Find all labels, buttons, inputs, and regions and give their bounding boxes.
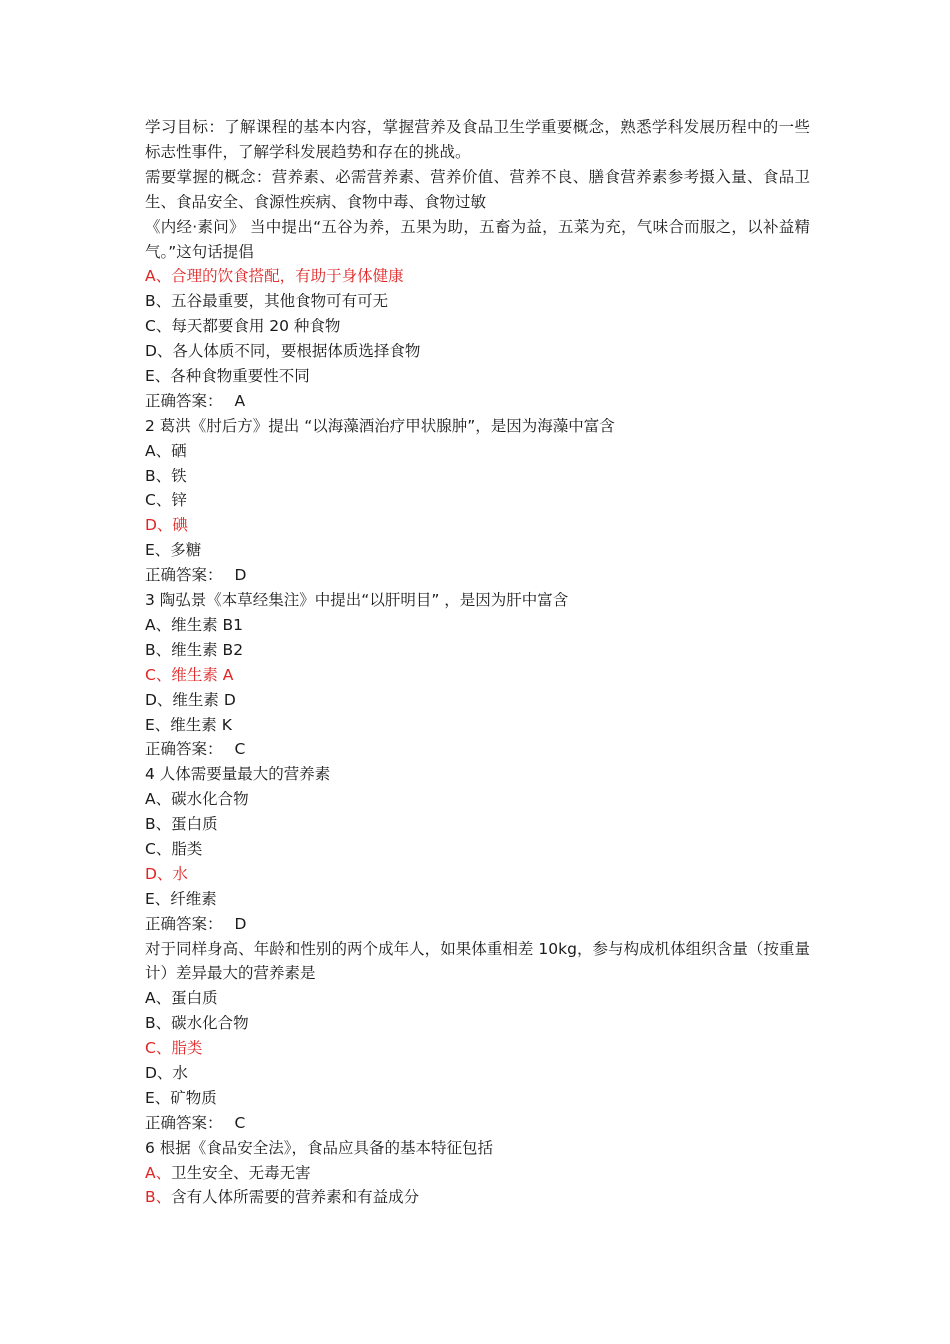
answer-value: D [234, 914, 247, 933]
answer-value: A [234, 391, 246, 410]
question-block [145, 215, 810, 414]
option-b: B、五谷最重要，其他食物可有可无 [145, 292, 389, 311]
option-b: B、铁 [145, 466, 187, 485]
question-block [145, 414, 810, 588]
option-a: A、合理的饮食搭配，有助于身体健康 [145, 267, 404, 286]
option-d: D、各人体质不同，要根据体质选择食物 [145, 342, 421, 361]
correct-answer [145, 389, 810, 414]
answer-value: C [234, 740, 246, 759]
option-c: C、锌 [145, 491, 187, 510]
option-text: 含有人体所需要的营养素和有益成分 [171, 1188, 420, 1207]
option-d: D、水 [145, 1064, 188, 1083]
option-c: C、脂类 [145, 1039, 203, 1058]
option-b: B、碳水化合物 [145, 1014, 249, 1033]
question-block [145, 762, 810, 936]
option-letter: B、 [145, 1188, 172, 1207]
option-e: E、多糖 [145, 541, 202, 560]
option-e: E、矿物质 [145, 1088, 217, 1107]
option-b: B、蛋白质 [145, 815, 218, 834]
answer-label: 正确答案： [145, 566, 223, 585]
option-d: D、维生素 D [145, 690, 236, 709]
correct-answer [145, 1111, 810, 1136]
question-text: 3 陶弘景《本草经集注》中提出“以肝明目” ，是因为肝中富含 [145, 591, 569, 610]
question-block [145, 937, 810, 1136]
option-a [145, 1161, 810, 1186]
option-a: A、硒 [145, 441, 187, 460]
answer-value: D [234, 566, 247, 585]
option-a: A、碳水化合物 [145, 790, 249, 809]
option-d: D、碘 [145, 516, 188, 535]
correct-answer [145, 563, 810, 588]
question-text: 2 葛洪《肘后方》提出 “以海藻酒治疗甲状腺肿”，是因为海藻中富含 [145, 416, 615, 435]
option-c: C、维生素 A [145, 665, 234, 684]
option-letter: A、 [145, 1163, 172, 1182]
option-a: A、蛋白质 [145, 989, 218, 1008]
option-b [145, 1185, 810, 1210]
question-block [145, 588, 810, 762]
option-c: C、脂类 [145, 839, 203, 858]
correct-answer [145, 912, 810, 937]
option-c: C、每天都要食用 20 种食物 [145, 317, 341, 336]
question-text: 对于同样身高、年龄和性别的两个成年人，如果体重相差 10kg，参与构成机体组织含量（按重量计）差异最大的营养素是 [145, 939, 810, 983]
document-page [145, 115, 810, 1210]
option-e: E、维生素 K [145, 715, 232, 734]
option-d: D、水 [145, 864, 188, 883]
key-concepts: 需要掌握的概念：营养素、必需营养素、营养价值、营养不良、膳食营养素参考摄入量、食品卫生、食品安全、食源性疾病、食物中毒、食物过敏 [145, 167, 810, 211]
question-text: 6 根据《食品安全法》，食品应具备的基本特征包括 [145, 1138, 494, 1157]
answer-value: C [234, 1113, 246, 1132]
option-a: A、维生素 B1 [145, 615, 244, 634]
answer-label: 正确答案： [145, 1113, 223, 1132]
option-b: B、维生素 B2 [145, 640, 244, 659]
correct-answer [145, 737, 810, 762]
answer-label: 正确答案： [145, 391, 223, 410]
option-text: 卫生安全、无毒无害 [171, 1163, 311, 1182]
option-e: E、纤维素 [145, 889, 217, 908]
question-block [145, 1136, 810, 1211]
answer-label: 正确答案： [145, 914, 223, 933]
learning-objective: 学习目标：了解课程的基本内容，掌握营养及食品卫生学重要概念，熟悉学科发展历程中的一些标志性事件，了解学科发展趋势和存在的挑战。 [145, 118, 810, 161]
question-text: 《内经·素问》 当中提出“五谷为养，五果为助，五畜为益，五菜为充，气味合而服之，以补益精气。”这句话提倡 [145, 217, 810, 261]
answer-label: 正确答案： [145, 740, 223, 759]
option-e: E、各种食物重要性不同 [145, 367, 310, 385]
question-text: 4 人体需要量最大的营养素 [145, 765, 331, 784]
